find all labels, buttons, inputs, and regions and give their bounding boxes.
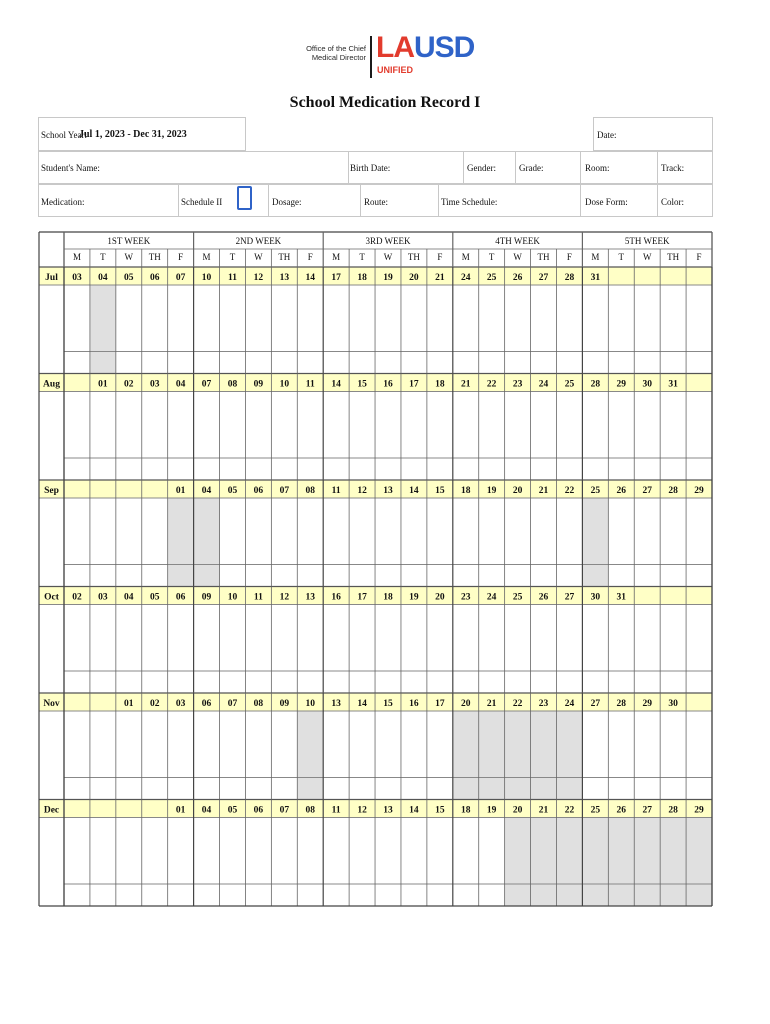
- date-cell: 04: [201, 486, 212, 496]
- date-cell: 08: [253, 699, 264, 709]
- date-cell: 12: [357, 486, 367, 496]
- weekday-header: M: [332, 252, 341, 262]
- date-cell: 26: [616, 805, 627, 816]
- weekday-header: TH: [667, 252, 680, 262]
- no-school-cell: [582, 818, 608, 907]
- no-school-cell: [660, 818, 686, 907]
- date-cell: 09: [201, 592, 212, 603]
- date-cell: 04: [175, 379, 186, 390]
- no-school-cell: [505, 818, 531, 907]
- date-cell: 25: [512, 592, 523, 603]
- date-cell: 19: [409, 592, 419, 603]
- date-cell: 13: [383, 486, 393, 496]
- date-cell: 23: [512, 379, 523, 390]
- date-cell: 22: [564, 486, 575, 496]
- no-school-cell: [531, 818, 557, 907]
- date-cell: 26: [616, 486, 627, 496]
- date-cell: 15: [435, 486, 445, 496]
- date-cell: 07: [227, 699, 238, 709]
- weekday-header: W: [254, 252, 263, 262]
- date-cell: 27: [564, 592, 575, 603]
- date-cell: 10: [201, 273, 212, 283]
- date-cell: 05: [227, 805, 238, 816]
- no-school-cell: [505, 711, 531, 800]
- no-school-cell: [531, 711, 557, 800]
- date-cell: 14: [357, 699, 367, 709]
- date-cell: 18: [461, 805, 471, 816]
- weekday-header: TH: [148, 252, 161, 262]
- date-cell: 31: [616, 592, 627, 603]
- date-cell: 01: [175, 805, 186, 816]
- date-cell: 01: [175, 486, 186, 496]
- date-cell: 19: [383, 273, 393, 283]
- no-school-cell: [90, 285, 116, 374]
- date-cell: 11: [305, 379, 315, 390]
- date-cell: 10: [279, 379, 290, 390]
- date-band: [39, 800, 712, 818]
- date-cell: 15: [383, 699, 393, 709]
- weekday-header: W: [124, 252, 134, 262]
- date-cell: 24: [538, 379, 549, 390]
- weekday-header: M: [461, 252, 470, 262]
- date-cell: 08: [305, 805, 315, 816]
- date-cell: 18: [357, 273, 367, 283]
- weekday-header: TH: [407, 252, 420, 262]
- student-name-label[interactable]: Student's Name:: [41, 163, 100, 173]
- date-cell: 25: [564, 379, 575, 390]
- week-header: 4TH WEEK: [495, 236, 540, 246]
- date-band: [39, 693, 712, 711]
- date-cell: 21: [461, 379, 471, 390]
- weekday-header: T: [100, 252, 106, 262]
- date-cell: 10: [305, 699, 315, 709]
- date-cell: 28: [668, 486, 678, 496]
- date-cell: 28: [564, 273, 575, 283]
- date-cell: 19: [486, 486, 497, 496]
- date-cell: 20: [435, 592, 445, 603]
- month-label: Dec: [43, 805, 60, 816]
- weekday-header: F: [437, 252, 443, 262]
- schedule-ii-label: Schedule II: [181, 197, 223, 207]
- date-cell: 29: [694, 486, 704, 496]
- date-cell: 07: [279, 486, 290, 496]
- month-label: Jul: [45, 273, 58, 283]
- date-cell: 23: [538, 699, 549, 709]
- weekday-header: W: [383, 252, 393, 262]
- route-label[interactable]: Route:: [364, 197, 388, 207]
- date-cell: 16: [331, 592, 341, 603]
- date-cell: 13: [279, 273, 290, 283]
- date-cell: 29: [694, 805, 704, 816]
- date-cell: 07: [201, 379, 212, 390]
- date-cell: 01: [124, 699, 134, 709]
- page-title: School Medication Record I: [289, 94, 481, 111]
- date-cell: 10: [227, 592, 238, 603]
- date-cell: 08: [305, 486, 315, 496]
- date-cell: 11: [331, 805, 341, 816]
- date-cell: 17: [357, 592, 367, 603]
- weekday-header: T: [488, 252, 495, 262]
- date-cell: 06: [149, 273, 160, 283]
- date-cell: 11: [253, 592, 263, 603]
- track-label[interactable]: Track:: [661, 163, 685, 173]
- date-cell: 05: [149, 592, 160, 603]
- office-line-2: Medical Director: [311, 53, 366, 62]
- date-cell: 18: [435, 379, 445, 390]
- week-header: 3RD WEEK: [365, 236, 411, 246]
- date-cell: 14: [305, 273, 315, 283]
- week-header: 2ND WEEK: [235, 236, 282, 246]
- date-cell: 16: [383, 379, 393, 390]
- date-cell: 20: [512, 486, 523, 496]
- date-cell: 27: [538, 273, 549, 283]
- brand-la: LA: [376, 31, 414, 64]
- weekday-header: T: [618, 252, 625, 262]
- date-cell: 02: [124, 379, 134, 390]
- date-cell: 15: [435, 805, 445, 816]
- date-cell: 02: [72, 592, 82, 603]
- date-cell: 28: [616, 699, 627, 709]
- date-cell: 06: [175, 592, 186, 603]
- date-cell: 25: [590, 486, 601, 496]
- birth-date-label[interactable]: Birth Date:: [350, 163, 391, 173]
- no-school-cell: [168, 498, 194, 587]
- date-cell: 07: [279, 805, 290, 816]
- medication-label[interactable]: Medication:: [41, 197, 85, 207]
- no-school-cell: [297, 711, 323, 800]
- date-cell: 26: [538, 592, 549, 603]
- date-cell: 23: [461, 592, 471, 603]
- room-label[interactable]: Room:: [585, 163, 610, 173]
- weekday-header: F: [178, 252, 184, 262]
- date-cell: 25: [590, 805, 601, 816]
- date-cell: 17: [409, 379, 419, 390]
- date-cell: 29: [642, 699, 652, 709]
- date-cell: 18: [461, 486, 471, 496]
- no-school-cell: [556, 711, 582, 800]
- no-school-cell: [608, 818, 634, 907]
- date-cell: 30: [642, 379, 652, 390]
- date-cell: 11: [331, 486, 341, 496]
- date-cell: 27: [642, 486, 652, 496]
- weekday-header: T: [359, 252, 365, 262]
- date-cell: 06: [201, 699, 212, 709]
- grade-label[interactable]: Grade:: [519, 163, 544, 173]
- date-cell: 30: [668, 699, 678, 709]
- month-label: Sep: [44, 486, 59, 496]
- date-cell: 21: [435, 273, 445, 283]
- date-cell: 05: [124, 273, 134, 283]
- weekday-header: M: [591, 252, 600, 262]
- no-school-cell: [194, 498, 220, 587]
- date-cell: 13: [331, 699, 341, 709]
- date-cell: 14: [409, 805, 419, 816]
- no-school-cell: [634, 818, 660, 907]
- office-line-1: Office of the Chief: [306, 44, 366, 53]
- date-cell: 16: [409, 699, 419, 709]
- date-cell: 26: [512, 273, 523, 283]
- date-cell: 20: [461, 699, 471, 709]
- month-label: Nov: [43, 699, 60, 709]
- date-cell: 17: [331, 273, 341, 283]
- no-school-cell: [453, 711, 479, 800]
- date-cell: 13: [383, 805, 393, 816]
- date-cell: 21: [486, 699, 497, 709]
- date-cell: 06: [253, 486, 264, 496]
- date-cell: 27: [590, 699, 601, 709]
- date-cell: 09: [253, 379, 264, 390]
- date-cell: 02: [149, 699, 160, 709]
- no-school-cell: [582, 498, 608, 587]
- gender-label[interactable]: Gender:: [467, 163, 496, 173]
- date-cell: 20: [512, 805, 523, 816]
- weekday-header: TH: [278, 252, 291, 262]
- date-cell: 09: [279, 699, 290, 709]
- date-cell: 29: [616, 379, 627, 390]
- date-cell: 12: [253, 273, 264, 283]
- date-cell: 11: [227, 273, 237, 283]
- month-label: Oct: [44, 592, 59, 603]
- color-label[interactable]: Color:: [661, 197, 685, 207]
- date-cell: 03: [72, 273, 82, 283]
- date-cell: 03: [149, 379, 160, 390]
- date-cell: 14: [409, 486, 419, 496]
- date-cell: 22: [512, 699, 523, 709]
- school-year-label: School Year:: [41, 130, 88, 140]
- date-cell: 30: [590, 592, 601, 603]
- date-cell: 27: [642, 805, 652, 816]
- dosage-label[interactable]: Dosage:: [272, 197, 302, 207]
- brand-usd: USD: [414, 31, 475, 64]
- date-band: [39, 587, 712, 605]
- date-cell: 01: [98, 379, 108, 390]
- date-cell: 04: [201, 805, 212, 816]
- weekday-header: M: [202, 252, 211, 262]
- date-label: Date:: [597, 130, 617, 140]
- date-cell: 24: [564, 699, 575, 709]
- weekday-header: F: [696, 252, 702, 262]
- date-cell: 12: [279, 592, 290, 603]
- weekday-header: W: [513, 252, 522, 262]
- no-school-cell: [686, 818, 712, 907]
- school-year-value: Jul 1, 2023 - Dec 31, 2023: [79, 129, 187, 140]
- dose-form-label[interactable]: Dose Form:: [585, 197, 628, 207]
- date-band: [39, 480, 712, 498]
- date-cell: 28: [590, 379, 601, 390]
- date-cell: 19: [486, 805, 497, 816]
- no-school-cell: [479, 711, 505, 800]
- weekday-header: M: [72, 252, 81, 262]
- date-cell: 28: [668, 805, 678, 816]
- date-cell: 24: [461, 273, 471, 283]
- date-cell: 04: [124, 592, 134, 603]
- date-cell: 13: [305, 592, 315, 603]
- date-cell: 21: [538, 805, 549, 816]
- date-cell: 22: [564, 805, 575, 816]
- date-cell: 18: [383, 592, 393, 603]
- weekday-header: TH: [537, 252, 550, 262]
- weekday-header: W: [642, 252, 652, 262]
- date-cell: 07: [175, 273, 186, 283]
- date-cell: 05: [227, 486, 238, 496]
- date-cell: 08: [227, 379, 238, 390]
- date-cell: 15: [357, 379, 367, 390]
- date-band: [39, 267, 712, 285]
- date-cell: 25: [486, 273, 497, 283]
- weekday-header: T: [229, 252, 236, 262]
- date-cell: 31: [668, 379, 678, 390]
- weekday-header: F: [566, 252, 572, 262]
- date-cell: 03: [98, 592, 108, 603]
- time-schedule-label[interactable]: Time Schedule:: [441, 197, 498, 207]
- brand-sub: UNIFIED: [377, 65, 413, 75]
- date-cell: 22: [486, 379, 497, 390]
- date-cell: 14: [331, 379, 341, 390]
- no-school-cell: [556, 818, 582, 907]
- week-header: 5TH WEEK: [624, 236, 670, 246]
- date-cell: 06: [253, 805, 264, 816]
- date-band: [39, 374, 712, 392]
- date-cell: 20: [409, 273, 419, 283]
- date-cell: 04: [98, 273, 108, 283]
- date-cell: 21: [538, 486, 549, 496]
- date-cell: 31: [590, 273, 601, 283]
- weekday-header: F: [307, 252, 313, 262]
- date-cell: 12: [357, 805, 367, 816]
- month-label: Aug: [43, 379, 60, 390]
- date-cell: 17: [435, 699, 445, 709]
- date-cell: 24: [486, 592, 497, 603]
- date-cell: 03: [175, 699, 186, 709]
- week-header: 1ST WEEK: [107, 236, 151, 246]
